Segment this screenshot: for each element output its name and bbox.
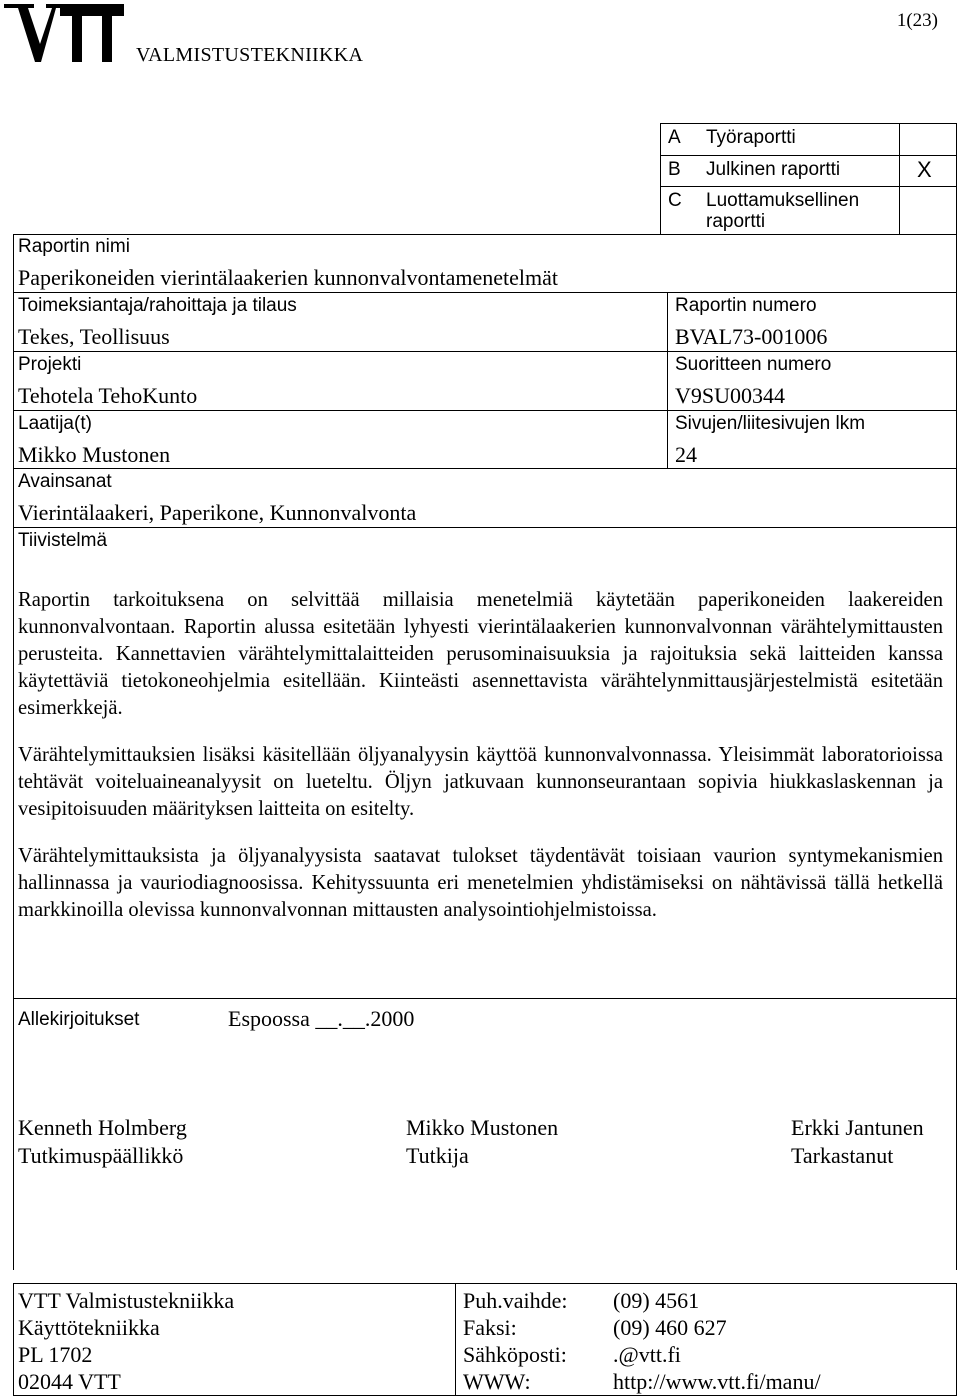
classification-letter-b: B	[668, 159, 681, 180]
footer-contact-keys	[463, 1287, 568, 1395]
footer-address	[18, 1287, 234, 1395]
authors-value: Mikko Mustonen	[18, 442, 171, 467]
classification-label-luottamuksellinen: Luottamuksellinen raportti	[706, 190, 860, 232]
page-number: 1(23)	[896, 10, 938, 31]
contact-fax-label: Faksi:	[463, 1315, 517, 1340]
address-line: Käyttötekniikka	[18, 1315, 160, 1340]
report-name-label: Raportin nimi	[18, 236, 130, 257]
signer-title: Tarkastanut	[791, 1143, 894, 1168]
client-label: Toimeksiantaja/rahoittaja ja tilaus	[18, 295, 297, 316]
abstract-label: Tiivistelmä	[18, 530, 108, 551]
report-number-label: Raportin numero	[675, 295, 817, 316]
signature-place-date: Espoossa __.__.2000	[228, 1006, 415, 1031]
department-name: VALMISTUSTEKNIIKKA	[136, 44, 364, 66]
report-name-value: Paperikoneiden vierintälaakerien kunnonvalvontamenetelmät	[18, 265, 559, 290]
performance-number-label: Suoritteen numero	[675, 354, 832, 375]
signer-title: Tutkija	[406, 1143, 469, 1168]
classification-label-tyoraportti: Työraportti	[706, 127, 796, 148]
address-line: PL 1702	[18, 1342, 93, 1367]
classification-letter-c: C	[668, 190, 682, 211]
contact-www-label: WWW:	[463, 1369, 531, 1394]
abstract-paragraph: Värähtelymittauksista ja öljyanalyysista saatavat tulokset täydentävät toisiaan vaurion syntymekanismien hallinnassa ja vauriodiagnoosissa. Kehityssuunta eri menetelmien yhdistämiseksi on nähtävissä tällä hetkellä markkinoilla olevissa kunnonvalvonnan mittausten analysointiohjelmistoissa.	[18, 845, 943, 921]
signatures-label: Allekirjoitukset	[18, 1009, 140, 1030]
classification-letter-a: A	[668, 127, 681, 148]
contact-phone-label: Puh.vaihde:	[463, 1288, 568, 1313]
keywords-value: Vierintälaakeri, Paperikone, Kunnonvalvonta	[18, 500, 417, 525]
signer-2	[406, 1114, 558, 1170]
report-number-value: BVAL73-001006	[675, 324, 828, 349]
address-line: VTT Valmistustekniikka	[18, 1288, 235, 1313]
abstract-body	[18, 587, 943, 944]
abstract-paragraph: Värähtelymittauksien lisäksi käsitellään öljyanalyysin käyttöä kunnonvalvonnassa. Yleisimmät laboratorioissa tehtävät voiteluaineanalyysit on lueteltu. Öljyn jatkuvaan kunnonseurantaan sopivia hiukkaslaskennan ja vesipitoisuuden määrityksen laitteita on esitelty.	[18, 744, 943, 820]
performance-number-value: V9SU00344	[675, 383, 786, 408]
classification-mark-b: X	[917, 157, 932, 182]
project-label: Projekti	[18, 354, 82, 375]
contact-fax-value: (09) 460 627	[613, 1315, 727, 1340]
contact-phone-value: (09) 4561	[613, 1288, 700, 1313]
authors-label: Laatija(t)	[18, 413, 92, 434]
signer-name: Kenneth Holmberg	[18, 1115, 187, 1140]
pages-label: Sivujen/liitesivujen lkm	[675, 413, 866, 434]
address-line: 02044 VTT	[18, 1369, 121, 1394]
classification-label-julkinen: Julkinen raportti	[706, 159, 841, 180]
signer-1	[18, 1114, 187, 1170]
signer-3	[791, 1114, 924, 1170]
signer-name: Mikko Mustonen	[406, 1115, 559, 1140]
contact-email-value[interactable]: .@vtt.fi	[613, 1342, 681, 1367]
vtt-logo	[4, 4, 124, 64]
signer-name: Erkki Jantunen	[791, 1115, 924, 1140]
project-value: Tehotela TehoKunto	[18, 383, 198, 408]
pages-value: 24	[675, 442, 697, 467]
keywords-label: Avainsanat	[18, 471, 112, 492]
contact-email-label: Sähköposti:	[463, 1342, 567, 1367]
signer-title: Tutkimuspäällikkö	[18, 1143, 184, 1168]
footer-contact-values	[613, 1287, 821, 1395]
client-value: Tekes, Teollisuus	[18, 324, 170, 349]
contact-www-value[interactable]: http://www.vtt.fi/manu/	[613, 1369, 821, 1394]
abstract-paragraph: Raportin tarkoituksena on selvittää millaisia menetelmiä käytetään paperikoneiden laakereiden kunnonvalvontaan. Raportin alussa esitetään lyhyesti vierintälaakerien kunnonvalvonnan värähtelymittausten perusteita. Kannettavien värähtelymittalaitteiden perusominaisuuksia ja rajoituksia sekä laitteiden kanssa käytettäviä tietokoneohjelmia esitellään. Kiinteästi asennettavista värähtelynmittausjärjestelmistä esitetään esimerkkejä.	[18, 589, 943, 719]
